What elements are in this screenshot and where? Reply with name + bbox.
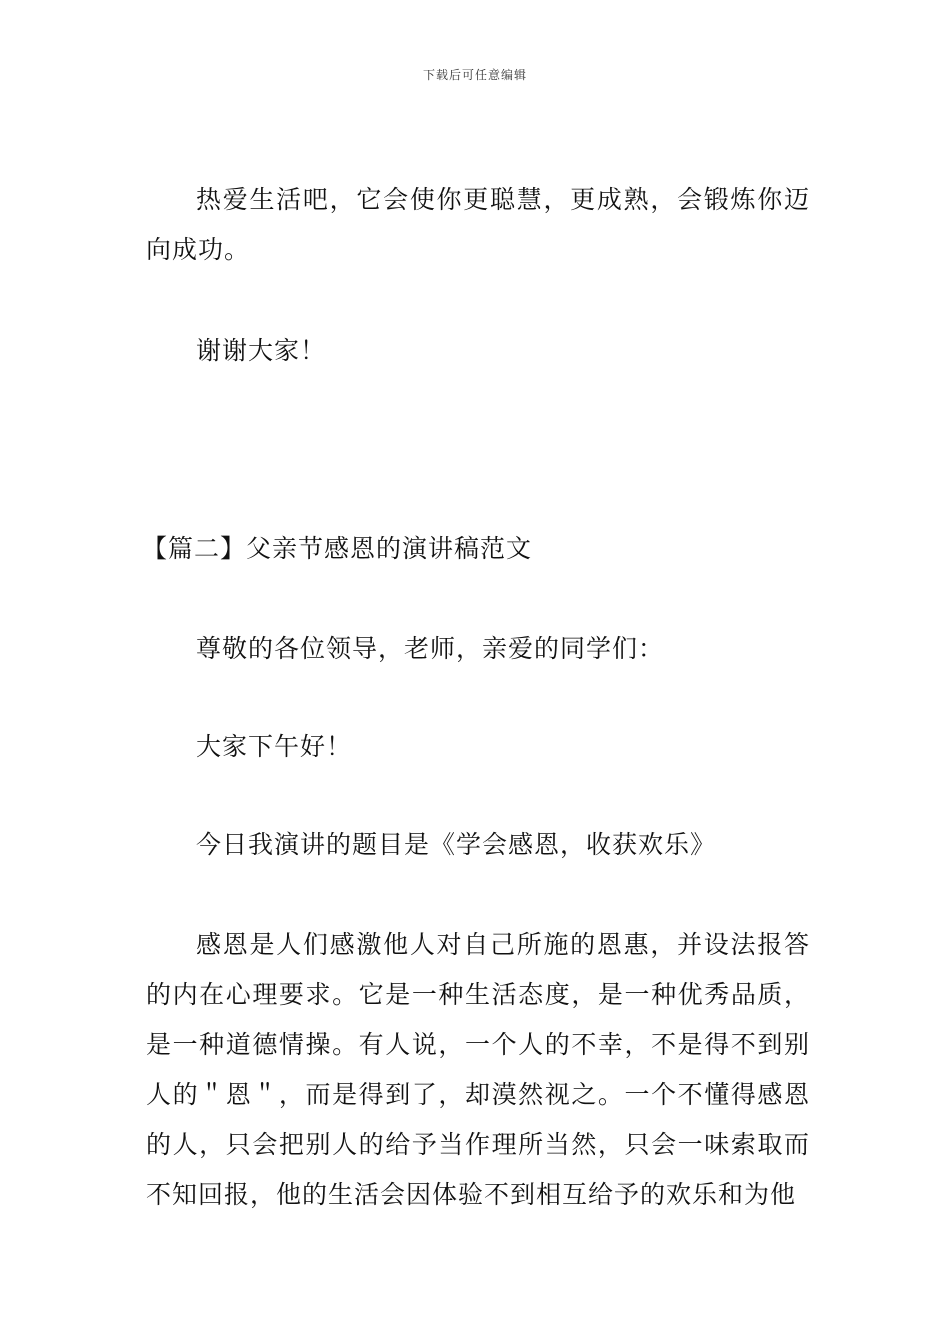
paragraph-love-life: 热爱生活吧，它会使你更聪慧，更成熟，会锻炼你迈向成功。 (146, 185, 810, 264)
paragraph-greeting: 尊敬的各位领导，老师，亲爱的同学们： (196, 634, 665, 663)
paragraph-speech-title: 今日我演讲的题目是《学会感恩，收获欢乐》 (196, 830, 717, 859)
header-note: 下载后可任意编辑 (422, 68, 527, 82)
section-heading: 【篇二】父亲节感恩的演讲稿范文 (142, 534, 533, 563)
paragraph-good-afternoon: 大家下午好！ (196, 732, 353, 761)
paragraph-gratitude: 感恩是人们感激他人对自己所施的恩惠，并设法报答的内在心理要求。它是一种生活态度，是一种优秀品质，是一种道德情操。有人说，一个人的不幸，不是得不到别人的＂恩＂，而是得到了，却漠然视之。一个不懂得感恩的人，只会把别人的给予当作理所当然，只会一味索取而不知回报，他的生活会因体验不到相互给予的欢乐和为他 (146, 930, 810, 1209)
paragraph-thanks: 谢谢大家！ (196, 336, 327, 365)
